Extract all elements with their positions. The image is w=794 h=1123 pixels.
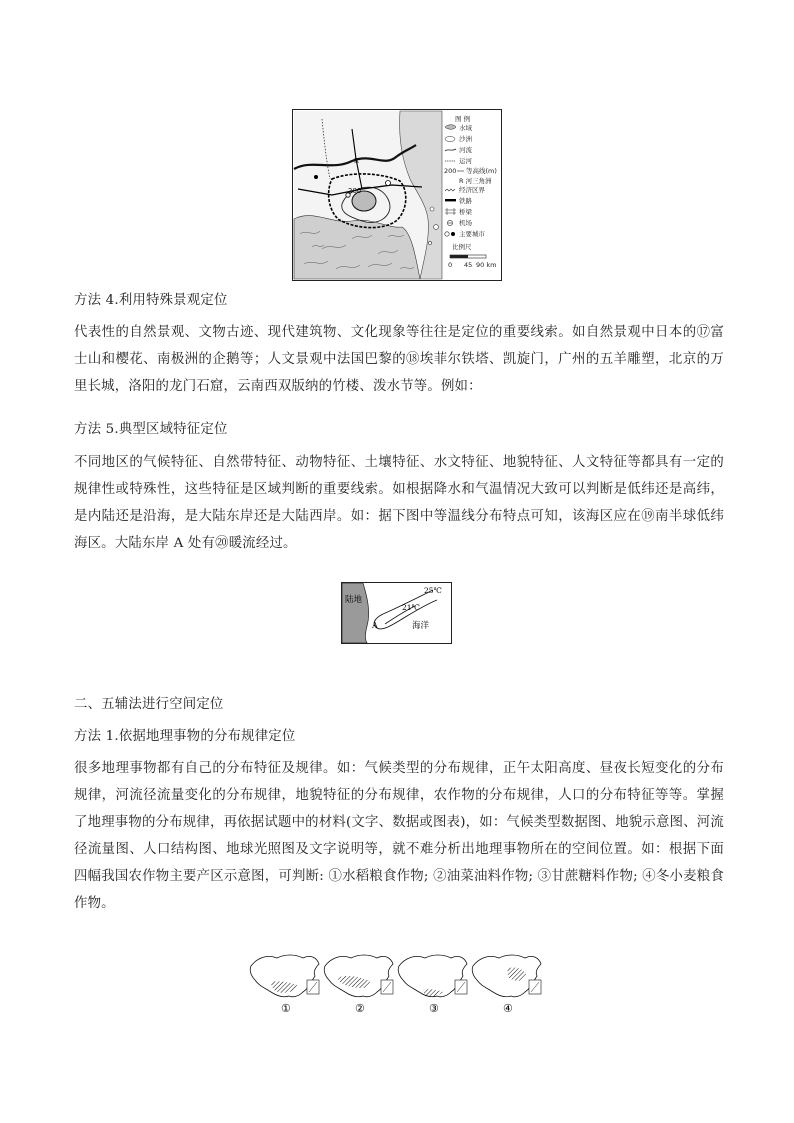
point-a-label: A: [372, 621, 378, 630]
crop-map-4: [472, 955, 541, 1015]
map-number-1: ①: [281, 1002, 291, 1015]
crop-map-2: [324, 955, 393, 1015]
crop-map-1: [250, 955, 319, 1015]
scale-label: 比例尺: [452, 243, 472, 251]
scale-tick-45: 45: [464, 261, 473, 269]
method5-title: 方法 5.典型区域特征定位: [74, 422, 228, 437]
scale-tick-90: 90 km: [476, 261, 497, 269]
legend-item-city: 主要城市: [459, 230, 485, 238]
legend-item-zone-boundary: 经济区界: [459, 186, 485, 194]
region-map-figure: [292, 109, 502, 281]
legend-item-water: 水域: [459, 124, 472, 132]
isotherm-figure: [341, 582, 452, 644]
scale-tick-0: 0: [448, 261, 453, 269]
legend-item-railway: 铁路: [459, 197, 472, 205]
land-label: 陆地: [345, 595, 363, 605]
crop-map-3: [398, 955, 467, 1015]
method1-title: 方法 1.依据地理事物的分布规律定位: [74, 729, 296, 744]
map-label-contour: 200: [348, 187, 362, 195]
legend-item-delta: R 河三角洲: [459, 177, 492, 185]
railway-icon: [445, 199, 456, 201]
isotherm-svg: [341, 582, 452, 644]
region-map-svg: [292, 109, 502, 281]
method4-title: 方法 4.利用特殊景观定位: [74, 293, 228, 308]
isotherm-label-21: 21℃: [402, 603, 420, 612]
part2-title: 二、五辅法进行空间定位: [74, 697, 224, 712]
method5-body: 不同地区的气候特征、自然带特征、动物特征、土壤特征、水文特征、地貌特征、人文特征等都具有一定的规律性或特殊性，这些特征是区域判断的重要线索。如根据降水和气温情况大致可以判断是低纬还是高纬，是内陆还是沿海，是大陆东岸还是大陆西岸。如：据下图中等温线分布特点可知，该海区应在⑲南半球低纬海区。大陆东岸 A 处有⑳暖流经过。: [74, 455, 724, 551]
map-area: [294, 111, 442, 279]
legend-item-sandbar: 沙洲: [459, 135, 472, 143]
crop-maps-figure: [245, 950, 550, 1020]
method1-body: 很多地理事物都有自己的分布特征及规律。如：气候类型的分布规律，正午太阳高度、昼夜长短变化的分布规律，河流径流量变化的分布规律，地貌特征的分布规律，农作物的分布规律，人口的分布特征等等。掌握了地理事物的分布规律，再依据试题中的材料(文字、数据或图表)，如：气候类型数据图、地貌示意图、河流径流量图、人口结构图、地球光照图及文字说明等，就不难分析出地理事物所在的空间位置。如：根据下面四幅我国农作物主要产区示意图，可判断: ①水稻粮食作物; ②油菜油料作物; ③甘蔗糖料作物; ④冬小麦粮食作物。: [74, 761, 724, 911]
map-number-2: ②: [355, 1002, 365, 1015]
map-label-r: R: [354, 157, 359, 165]
crop-maps-svg: [245, 950, 550, 1020]
legend-item-river: 河流: [459, 146, 472, 154]
legend-item-canal: 运河: [459, 157, 472, 165]
legend-item-airport: 机场: [459, 219, 472, 227]
legend-item-bridge: 桥梁: [459, 208, 472, 216]
land-area: [342, 583, 369, 643]
isotherm-label-25: 25℃: [424, 586, 442, 595]
ocean-label: 海洋: [412, 621, 430, 631]
sandbar-icon: [445, 137, 455, 142]
major-city-icon: [445, 232, 449, 236]
legend-contour-value: 200: [444, 167, 457, 175]
legend-title: 图 例: [455, 115, 471, 123]
method4-body: 代表性的自然景观、文物古迹、现代建筑物、文化现象等往往是定位的重要线索。如自然景观中日本的⑰富士山和樱花、南极洲的企鹅等；人文景观中法国巴黎的⑱埃菲尔铁塔、凯旋门，广州的五羊雕塑，北京的万里长城，洛阳的龙门石窟，云南西双版纳的竹楼、泼水节等。例如：: [74, 325, 724, 394]
map-number-3: ③: [429, 1002, 439, 1015]
map-number-4: ④: [503, 1002, 513, 1015]
legend-item-contour: 等高线(m): [466, 167, 497, 175]
